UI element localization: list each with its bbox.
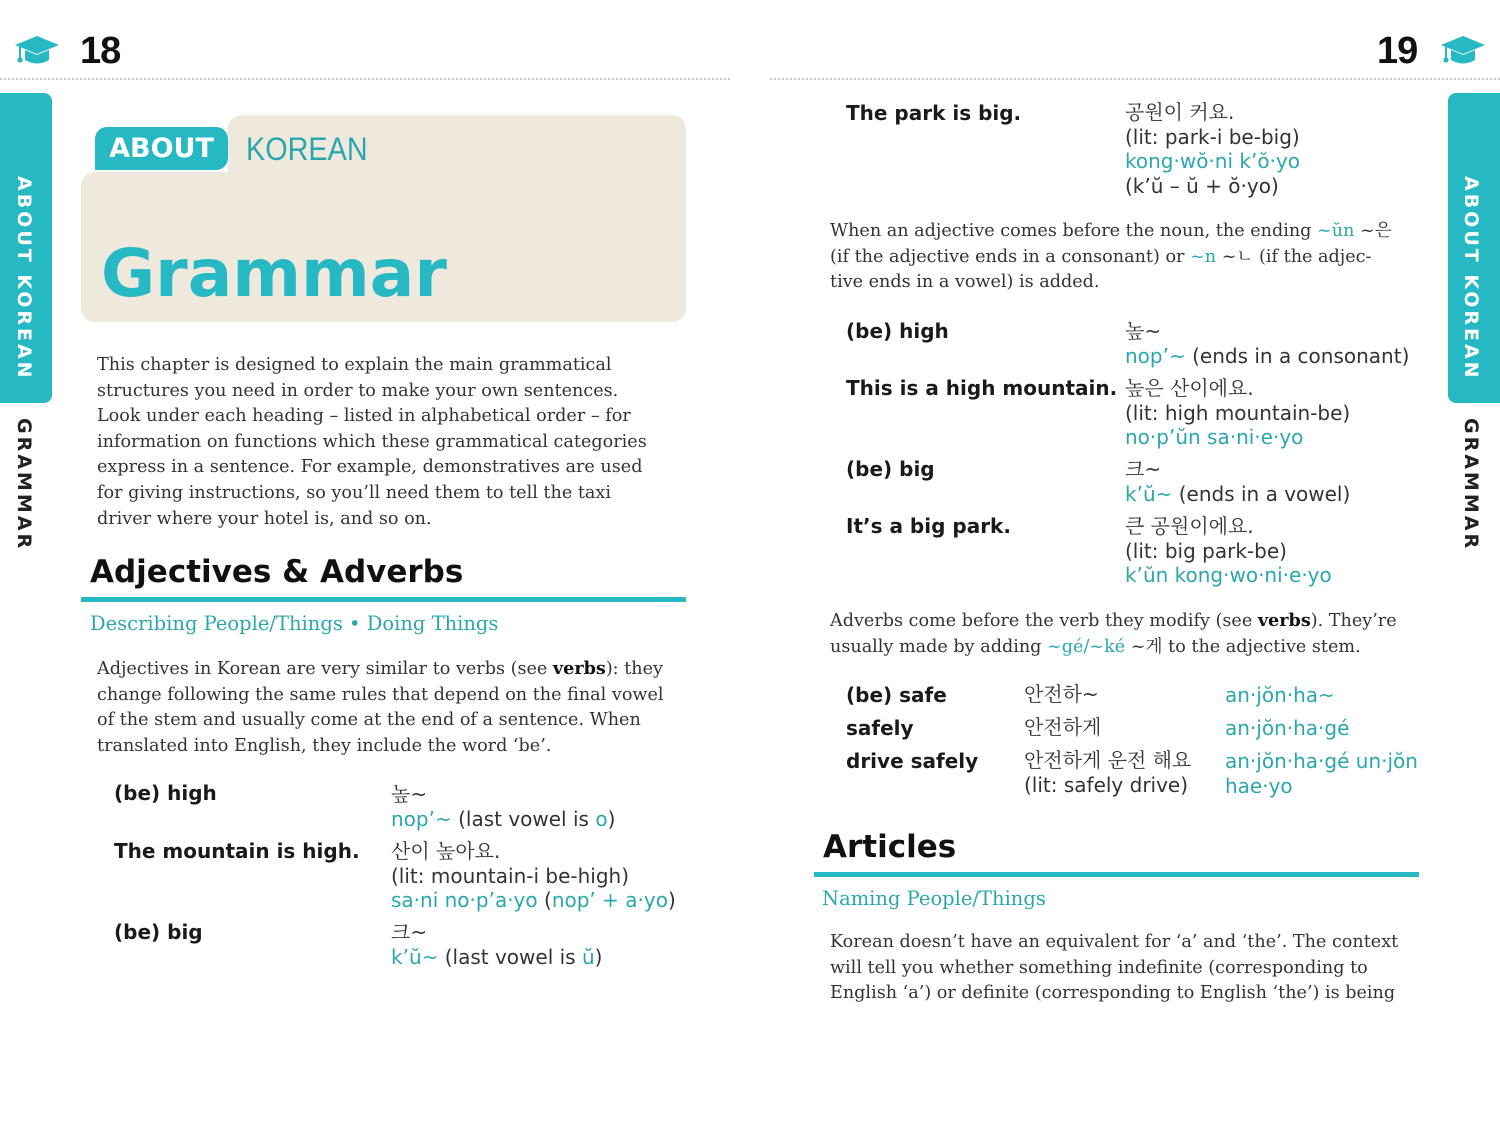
example-english: (be) big — [846, 457, 935, 481]
section-heading-articles: Articles — [823, 829, 957, 865]
adverb-transliteration: an·jŏn·ha·gé un·jŏn hae·yo — [1225, 749, 1418, 798]
section-rule — [814, 872, 1419, 877]
chapter-title: Grammar — [101, 235, 447, 312]
adverb-english: safely — [846, 716, 914, 740]
example-english: The park is big. — [846, 101, 1022, 125]
adverb-korean: 안전하~ — [1024, 682, 1099, 706]
adverb-english: (be) safe — [846, 683, 947, 707]
example-korean: 높~ nop’~ (ends in a consonant) — [1125, 319, 1410, 368]
example-korean: 크~ k’ŭ~ (ends in a vowel) — [1125, 457, 1351, 506]
adverb-transliteration: an·jŏn·ha~ — [1225, 683, 1335, 707]
section-subheading-adjectives: Describing People/Things • Doing Things — [90, 612, 499, 635]
example-korean: 공원이 커요. (lit: park-i be-big) kong·wŏ·ni k’ŏ·yo (k’ŭ – ŭ + ŏ·yo) — [1125, 100, 1300, 198]
section-heading-adjectives: Adjectives & Adverbs — [90, 554, 464, 590]
example-english: It’s a big park. — [846, 514, 1011, 538]
example-english: (be) high — [846, 319, 949, 343]
articles-paragraph: Korean doesn’t have an equivalent for ‘a’ and ‘the’. The context will tell you whether something indefinite (corresponding to English ‘a’) or definite (corresponding to English ‘the’) is being — [830, 932, 1399, 1004]
example-korean: 큰 공원이에요. (lit: big park-be) k’ŭn kong·wo·ni·e·yo — [1125, 514, 1332, 587]
example-english: (be) big — [114, 920, 203, 944]
intro-paragraph: This chapter is designed to explain the main grammatical structures you need in order to make your own sentences. Look under each heading – listed in alphabetical order – for information on functions which these grammatical categories express in a sentence. For example, demonstratives are used for giving instructions, so you’ll need them to tell the taxi driver where your hotel is, and so on. — [97, 355, 647, 529]
chapter-label: KOREAN — [246, 131, 368, 167]
adverb-english: drive safely — [846, 749, 979, 773]
header-divider-left — [0, 78, 730, 80]
adverb-korean: 안전하게 — [1024, 715, 1102, 739]
side-tab-label-right: ABOUT KOREAN — [1460, 176, 1482, 381]
section-subheading-articles: Naming People/Things — [822, 887, 1046, 910]
adverb-transliteration: an·jŏn·ha·gé — [1225, 716, 1350, 740]
graduation-cap-icon — [1440, 34, 1486, 68]
graduation-cap-icon — [14, 34, 60, 68]
verbs-crossref: verbs — [552, 658, 606, 679]
header-divider-right — [770, 78, 1500, 80]
verbs-crossref: verbs — [1257, 610, 1311, 631]
about-pill: ABOUT — [95, 127, 228, 170]
example-korean: 크~ k’ŭ~ (last vowel is ŭ) — [391, 920, 603, 969]
adjectives-paragraph: Adjectives in Korean are very similar to verbs (see verbs): they change following the same rules that depend on the final vowel of the stem and usually come at the end of a sentence. When translated into English, they include the word ‘be’. — [97, 658, 664, 756]
example-english: (be) high — [114, 781, 217, 805]
example-korean: 산이 높아요. (lit: mountain-i be-high) sa·ni no·p’a·yo (nop’ + a·yo) — [391, 839, 676, 912]
example-korean: 높~ nop’~ (last vowel is o) — [391, 782, 616, 831]
page-number-right: 19 — [1377, 30, 1418, 72]
side-section-label-right: GRAMMAR — [1460, 418, 1482, 552]
example-english: The mountain is high. — [114, 839, 360, 863]
page-number-left: 18 — [80, 30, 121, 72]
side-tab-label-left: ABOUT KOREAN — [13, 176, 35, 381]
example-english: This is a high mountain. — [846, 376, 1118, 400]
example-korean: 높은 산이에요. (lit: high mountain-be) no·p’ŭn sa·ni·e·yo — [1125, 376, 1351, 449]
adverbs-paragraph: Adverbs come before the verb they modify (see verbs). They’re usually made by adding ~gé/~ké ~게 to the adjective stem. — [830, 610, 1397, 657]
adverb-korean: 안전하게 운전 해요 (lit: safely drive) — [1024, 748, 1192, 797]
section-rule — [81, 597, 686, 602]
before-noun-paragraph: When an adjective comes before the noun, the ending ~ŭn ~은 (if the adjective ends in a consonant) or ~n ~ㄴ (if the adjec- tive ends in a vowel) is added. — [830, 221, 1392, 293]
side-section-label-left: GRAMMAR — [13, 418, 35, 552]
